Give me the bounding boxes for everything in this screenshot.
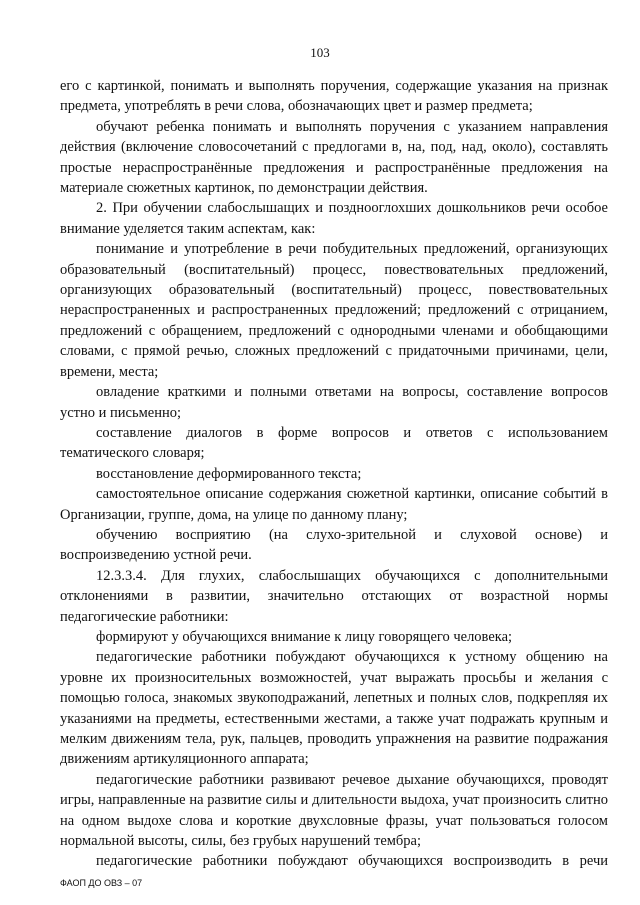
paragraph: педагогические работники побуждают обучающихся к устному общению на уровне их произносительных возможностей, учат выражать просьбы и желания с помощью голоса, знакомых звукоподражаний, лепетных и полных слов, подкрепляя их указаниями на предметы, естественными жестами, а также учат подражать крупным и мелким движениям тела, рук, пальцев, проводить упражнения на развитие подражания движениям артикуляционного аппарата;: [60, 649, 608, 768]
paragraph: восстановление деформированного текста;: [96, 465, 362, 482]
paragraph: формируют у обучающихся внимание к лицу говорящего человека;: [96, 628, 513, 645]
paragraph: 12.3.3.4. Для глухих, слабослышащих обучающихся с дополнительными отклонениями в развитии, значительно отстающих от возрастной нормы педагогические работники:: [60, 567, 608, 625]
paragraph: педагогические работники побуждают обучающихся воспроизводить в речи: [96, 853, 608, 870]
paragraph: самостоятельное описание содержания сюжетной картинки, описание событий в Организации, группе, дома, на улице по данному плану;: [60, 486, 608, 523]
paragraph: его с картинкой, понимать и выполнять поручения, содержащие указания на признак предмета, употреблять в речи слова, обозначающих цвет и размер предмета;: [60, 78, 608, 115]
paragraph: обучают ребенка понимать и выполнять поручения с указанием направления действия (включение словосочетаний с предлогами в, на, под, над, около), составлять простые нераспространённые предложения и распространённые предложения на материале сюжетных картинок, по демонстрации действия.: [60, 118, 608, 197]
paragraph: педагогические работники развивают речевое дыхание обучающихся, проводят игры, направленные на развитие силы и длительности выдоха, учат произносить слитно на одном выдохе слова и короткие двухсловные фразы, учат пользоваться голосом нормальной высоты, силы, без грубых нарушений тембра;: [60, 771, 608, 850]
paragraph: обучению восприятию (на слухо-зрительной и слуховой основе) и воспроизведению устной речи.: [60, 526, 608, 564]
body-text: [60, 76, 608, 872]
paragraph: овладение краткими и полными ответами на вопросы, составление вопросов устно и письменно;: [60, 384, 608, 421]
paragraph: составление диалогов в форме вопросов и ответов с использованием тематического словаря;: [60, 424, 608, 462]
page-number: 103: [310, 45, 330, 60]
footer-text: ФАОП ДО ОВЗ – 07: [60, 878, 143, 888]
paragraph: 2. При обучении слабослышащих и позднооглохших дошкольников речи особое внимание уделяется таким аспектам, как:: [60, 200, 608, 237]
paragraph: понимание и употребление в речи побудительных предложений, организующих образовательный (воспитательный) процесс, повествовательных предложений, организующих образовательный (воспитательный) процесс, повествовательных нераспространенных и распространенных предложений; предложений с отрицанием, предложений с обращением, предложений с однородными членами и обобщающими словами, с прямой речью, сложных предложений с придаточными причинами, цели, времени, места;: [60, 241, 608, 380]
